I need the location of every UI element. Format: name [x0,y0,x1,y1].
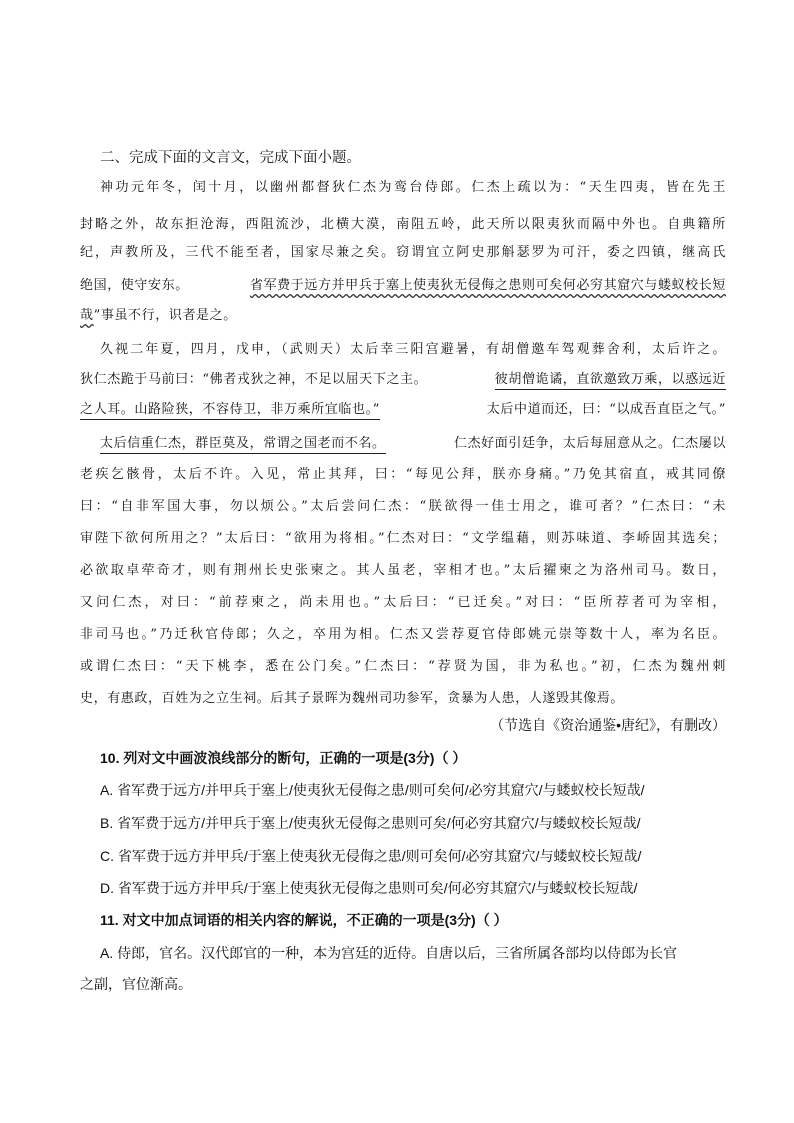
passage-text: 太后中道而还，曰：“以成吾直臣之气。” [486,402,726,417]
passage-line [80,368,726,390]
passage-line: 非司马也。”乃迁秋官侍郎；久之，卒用为相。仁杰又尝荐夏官侍郎姚元崇等数十人，率为名臣。 [80,627,726,642]
option-a-continued: 之副，官位渐高。 [80,976,192,992]
passage-line: 或谓仁杰曰：“天下桃李，悉在公门矣。”仁杰曰：“荐贤为国，非为私也。”初，仁杰为魏州刺 [80,659,726,674]
question-stem: 11. 对文中加点词语的相关内容的解说，不正确的一项是(3分)（ ） [100,912,508,928]
option-d: D. 省军费于远方并甲兵/于塞上使夷狄无侵侮之患则可矣/何必穷其窟穴/与蝼蚁校长短哉/ [100,880,638,896]
passage-line [80,274,726,293]
wavy-underlined-text: 省军费于远方并甲兵于塞上使夷狄无侵侮之患则可矣何必穷其窟穴与蝼蚁校长短 [249,278,726,293]
passage-line [80,304,237,323]
passage-line: 曰：“自非军国大事，勿以烦公。”太后尝问仁杰：“朕欲得一佳士用之，谁可者？”仁杰曰：“未 [80,499,726,514]
source-note: （节选自《资治通鉴•唐纪》，有删改） [490,717,726,733]
option-c: C. 省军费于远方并甲兵/于塞上使夷狄无侵侮之患/则可矣何/必穷其窟穴/与蝼蚁校长短哉/ [100,848,642,864]
passage-line [80,398,726,420]
passage-line: 纪，声教所及，三代不能至者，国家尽兼之矣。窃谓宜立阿史那斛瑟罗为可汗，委之四镇，继高氏 [80,245,726,260]
underlined-text: 太后信重仁杰，群臣莫及，常谓之国老而不名。 [100,432,386,454]
underlined-text: 之人耳。山路险狭，不容侍卫，非万乘所宜临也。” [80,398,380,420]
passage-line: 又问仁杰，对曰：“前荐柬之，尚未用也。”太后曰：“已迁矣。”对曰：“臣所荐者可为宰相， [80,595,726,610]
underlined-text: 彼胡僧诡谲，直欲邀致万乘，以惑远近 [495,368,726,390]
section-heading: 二、完成下面的文言文，完成下面小题。 [100,150,361,166]
wavy-underlined-text: 哉 [80,308,94,323]
option-a: A. 省军费于远方/并甲兵于塞上/使夷狄无侵侮之患/则可矣何/必穷其窟穴/与蝼蚁校长短哉/ [100,782,645,798]
passage-text: 仁杰好面引廷争，太后每屈意从之。仁杰屡以 [453,436,726,451]
passage-line: 封略之外，故东拒沧海，西阻流沙，北横大漠，南阻五岭，此天所以限夷狄而隔中外也。自典籍所 [80,217,726,232]
passage-line: 久视二年夏，四月，戊申，（武则天）太后幸三阳宫避暑，有胡僧邀车驾观葬舍利，太后许之。 [100,342,726,357]
passage-line [100,432,726,454]
passage-line: 史，有惠政，百姓为之立生祠。后其子景晖为魏州司功参军，贪暴为人患，人遂毁其像焉。 [80,691,625,706]
option-a: A. 侍郎，官名。汉代郎官的一种，本为宫廷的近侍。自唐以后，三省所属各部均以侍郎为长官 [100,945,678,961]
passage-line: 审陛下欲何所用之？”太后曰：“欲用为将相。”仁杰对曰：“文学缊藉，则苏味道、李峤固其选矣； [80,531,726,546]
option-b: B. 省军费于远方/并甲兵于塞上/使夷狄无侵侮之患则可矣/何必穷其窟穴/与蝼蚁校长短哉/ [100,815,641,831]
passage-text: 绝国，使守安东。 [80,278,189,293]
question-stem: 10. 列对文中画波浪线部分的断句，正确的一项是(3分)（ ） [100,750,467,766]
passage-line: 老疾乞骸骨，太后不许。入见，常止其拜，曰：“每见公拜，朕亦身痛。”乃免其宿直，戒其同僚 [80,467,726,482]
passage-line: 必欲取卓荦奇才，则有荆州长史张柬之。其人虽老，宰相才也。”太后擢柬之为洛州司马。数日， [80,563,726,578]
passage-text: ”事虽不行，识者是之。 [93,308,237,323]
passage-line: 神功元年冬，闰十月，以幽州都督狄仁杰为鸾台侍郎。仁杰上疏以为：“天生四夷，皆在先王 [100,180,726,195]
passage-text: 狄仁杰跪于马前曰：“佛者戎狄之神，不足以屈天下之主。 [80,372,428,387]
